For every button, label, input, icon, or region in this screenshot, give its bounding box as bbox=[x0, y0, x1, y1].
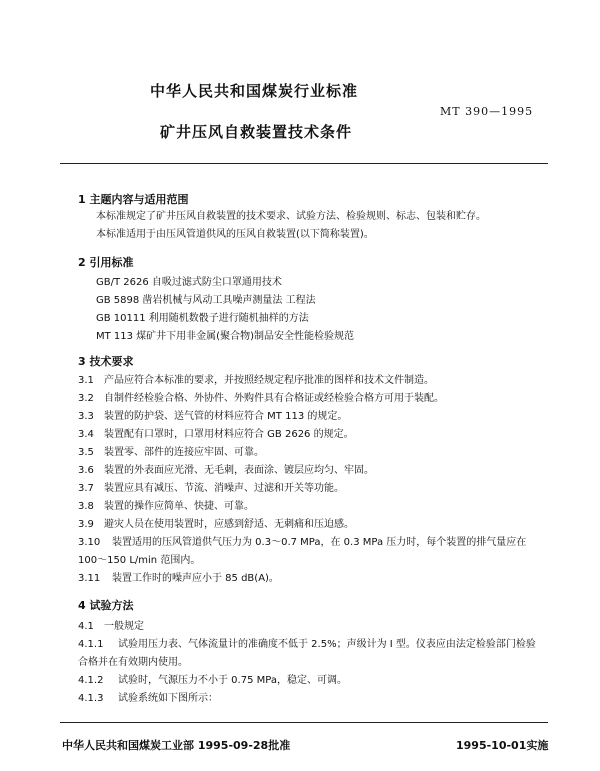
reference-item: GB 10111 利用随机数骰子进行随机抽样的方法 bbox=[96, 313, 309, 324]
clause-number: 3.11 bbox=[78, 573, 101, 584]
clause-3-2 bbox=[78, 392, 444, 406]
clause-number: 3.10 bbox=[78, 537, 101, 548]
clause-text: 装置的操作应简单、快捷、可靠。 bbox=[104, 501, 254, 512]
section-1-paragraph-2: 本标准适用于由压风管道供风的压风自救装置(以下简称装置)。 bbox=[96, 229, 374, 240]
clause-number: 3.3 bbox=[78, 411, 94, 422]
clause-text: 装置配有口罩时，口罩用材料应符合 GB 2626 的规定。 bbox=[104, 429, 354, 440]
effective-date: 1995-10-01实施 bbox=[456, 739, 549, 752]
clause-text: 避灾人员在使用装置时，应感到舒适、无刺痛和压迫感。 bbox=[104, 519, 354, 530]
reference-item: GB/T 2626 自吸过滤式防尘口罩通用技术 bbox=[96, 277, 282, 288]
clause-number: 3.9 bbox=[78, 519, 94, 530]
footer-divider bbox=[60, 722, 548, 723]
clause-number: 4.1.3 bbox=[78, 693, 104, 704]
header-divider bbox=[60, 163, 548, 164]
clause-3-3 bbox=[78, 410, 347, 424]
clause-3-11 bbox=[78, 572, 279, 586]
standard-title: 中华人民共和国煤炭行业标准 bbox=[150, 82, 359, 100]
clause-text: 试验用压力表、气体流量计的准确度不低于 2.5%；声级计为 I 型。仪表应由法定检验部门检验 bbox=[118, 639, 536, 650]
clause-text: 装置的防护袋、送气管的材料应符合 MT 113 的规定。 bbox=[104, 411, 348, 422]
section-2-heading: 2 引用标准 bbox=[78, 256, 134, 269]
section-3-heading: 3 技术要求 bbox=[78, 355, 134, 368]
clause-number: 4.1 bbox=[78, 621, 94, 632]
clause-4-1-1-continuation: 合格并在有效期内使用。 bbox=[78, 657, 188, 668]
clause-number: 3.5 bbox=[78, 447, 94, 458]
clause-number: 3.7 bbox=[78, 483, 94, 494]
section-4-heading: 4 试验方法 bbox=[78, 599, 134, 612]
clause-text: 试验时，气源压力不小于 0.75 MPa，稳定、可调。 bbox=[118, 675, 347, 686]
clause-text: 装置适用的压风管道供气压力为 0.3～0.7 MPa，在 0.3 MPa 压力时，每个装置的排气量应在 bbox=[112, 537, 527, 548]
clause-4-1 bbox=[78, 620, 144, 634]
clause-text: 装置工作时的噪声应小于 85 dB(A)。 bbox=[112, 573, 279, 584]
clause-text: 装置应具有减压、节流、消噪声、过滤和开关等功能。 bbox=[104, 483, 344, 494]
standard-code: MT 390—1995 bbox=[440, 105, 534, 118]
reference-item: MT 113 煤矿井下用非金属(聚合物)制品安全性能检验规范 bbox=[96, 331, 354, 342]
clause-3-10 bbox=[78, 536, 526, 550]
clause-number: 3.8 bbox=[78, 501, 94, 512]
document-title: 矿井压风自救装置技术条件 bbox=[160, 123, 353, 141]
clause-text: 装置的外表面应光滑、无毛刺，表面涂、镀层应均匀、牢固。 bbox=[104, 465, 374, 476]
clause-number: 4.1.1 bbox=[78, 639, 104, 650]
clause-4-1-2 bbox=[78, 674, 347, 688]
clause-text: 产品应符合本标准的要求，并按照经规定程序批准的图样和技术文件制造。 bbox=[104, 375, 434, 386]
section-1-heading: 1 主题内容与适用范围 bbox=[78, 193, 189, 206]
clause-3-10-continuation: 100～150 L/min 范围内。 bbox=[78, 555, 201, 566]
clause-text: 装置零、部件的连接应牢固、可靠。 bbox=[104, 447, 264, 458]
reference-item: GB 5898 凿岩机械与风动工具噪声测量法 工程法 bbox=[96, 295, 316, 306]
clause-text: 自制件经检验合格、外协件、外购件具有合格证或经检验合格方可用于装配。 bbox=[104, 393, 444, 404]
clause-4-1-1 bbox=[78, 638, 536, 652]
clause-3-4 bbox=[78, 428, 354, 442]
clause-3-5 bbox=[78, 446, 264, 460]
clause-3-1 bbox=[78, 374, 434, 388]
clause-4-1-3 bbox=[78, 692, 218, 706]
clause-number: 3.1 bbox=[78, 375, 94, 386]
clause-number: 3.2 bbox=[78, 393, 94, 404]
section-1-paragraph-1: 本标准规定了矿井压风自救装置的技术要求、试验方法、检验规则、标志、包装和贮存。 bbox=[96, 211, 486, 222]
clause-number: 4.1.2 bbox=[78, 675, 104, 686]
clause-text: 试验系统如下图所示： bbox=[118, 693, 218, 704]
clause-3-6 bbox=[78, 464, 374, 478]
clause-number: 3.4 bbox=[78, 429, 94, 440]
clause-text: 一般规定 bbox=[104, 621, 144, 632]
clause-3-9 bbox=[78, 518, 354, 532]
clause-number: 3.6 bbox=[78, 465, 94, 476]
approval-date: 中华人民共和国煤炭工业部 1995-09-28批准 bbox=[62, 739, 291, 752]
clause-3-8 bbox=[78, 500, 254, 514]
clause-3-7 bbox=[78, 482, 344, 496]
